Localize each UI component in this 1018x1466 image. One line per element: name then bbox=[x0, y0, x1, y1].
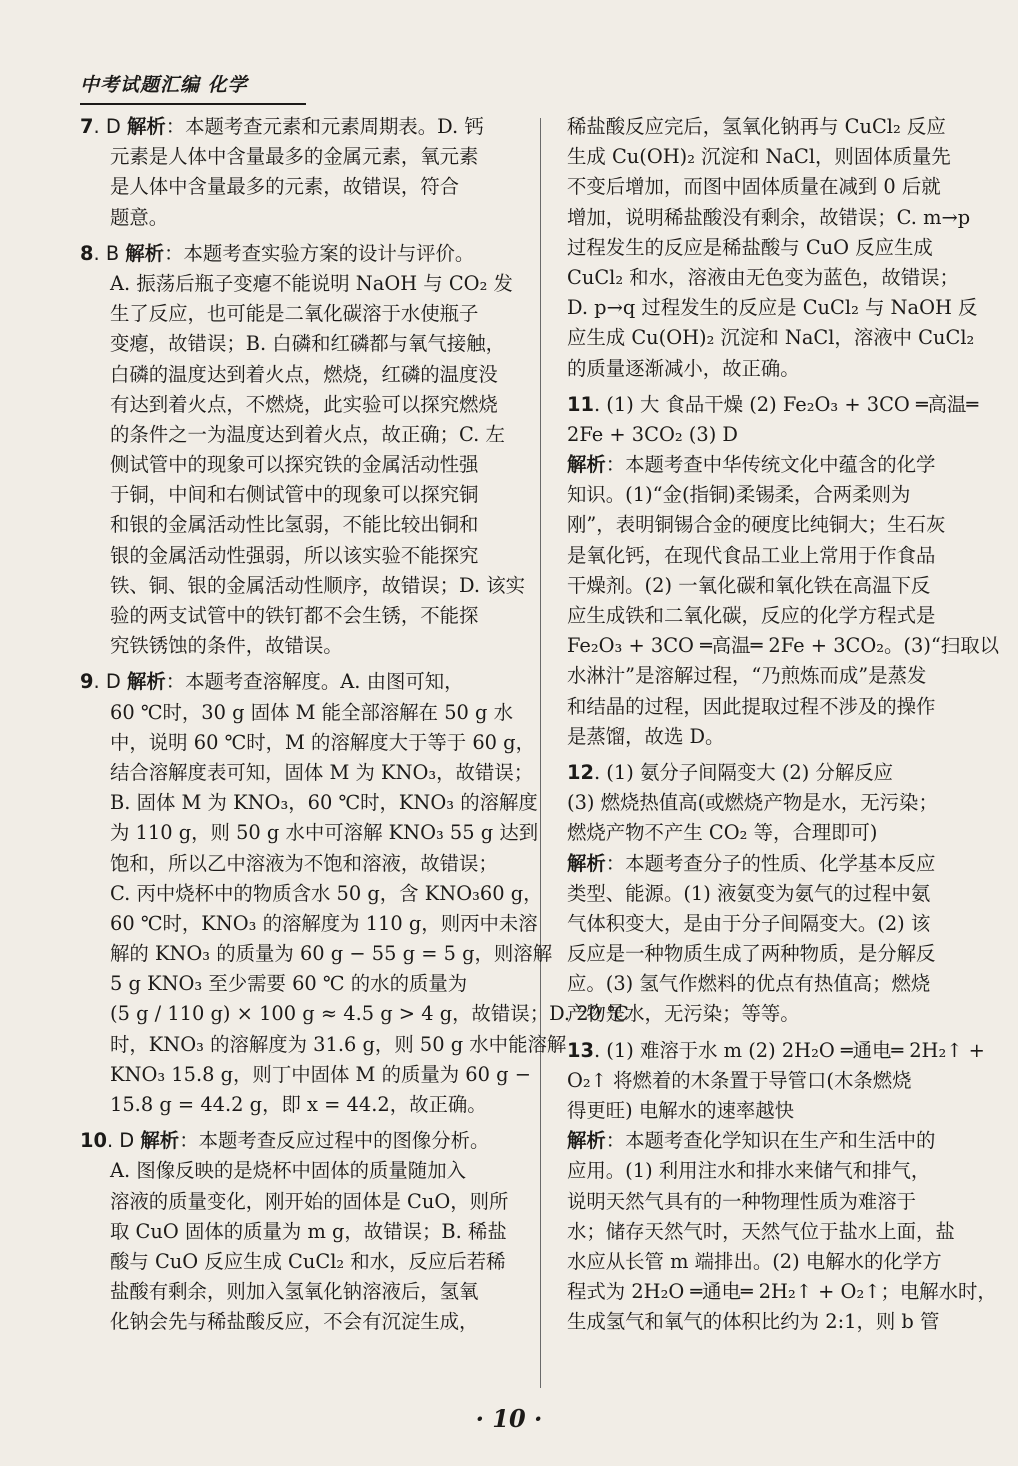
text-line bbox=[567, 112, 971, 142]
question-number: 8 bbox=[80, 241, 94, 265]
text-line bbox=[80, 1187, 526, 1217]
text-line bbox=[567, 450, 971, 480]
text-run: D. p→q 过程发生的反应是 CuCl₂ 与 NaOH 反 bbox=[567, 296, 978, 320]
text-run: 解的 KNO₃ 的质量为 60 g − 55 g = 5 g，则溶解 bbox=[110, 942, 553, 966]
text-run: 水应从长管 m 端排出。(2) 电解水的化学方 bbox=[567, 1249, 942, 1273]
text-run: 铁、铜、银的金属活动性顺序，故错误；D. 该实 bbox=[110, 573, 525, 597]
question-number: 13 bbox=[567, 1038, 594, 1062]
text-line bbox=[567, 1247, 971, 1277]
text-run: 2Fe + 3CO₂ (3) D bbox=[567, 422, 738, 446]
text-line bbox=[567, 601, 971, 631]
text-line bbox=[567, 1277, 997, 1307]
header-rule bbox=[80, 103, 306, 105]
text-run: 盐酸有剩余，则加入氢氧化钠溶液后，氢氧 bbox=[110, 1280, 479, 1304]
text-run: 类型、能源。(1) 液氨变为氨气的过程中氨 bbox=[567, 881, 931, 905]
text-line bbox=[80, 510, 526, 540]
text-line bbox=[80, 849, 526, 879]
text-run: 生了反应，也可能是二氧化碳溶于水使瓶子 bbox=[110, 302, 479, 326]
analysis-label: 解析 bbox=[126, 115, 166, 138]
text-line bbox=[567, 631, 999, 661]
text-line bbox=[80, 667, 526, 697]
text-run: ：本题考查溶解度。A. 由图可知， bbox=[165, 670, 464, 694]
text-run: A. 图像反映的是烧杯中固体的质量随加入 bbox=[110, 1159, 466, 1183]
text-line bbox=[567, 1217, 971, 1247]
text-run: . (1) 氨分子间隔变大 (2) 分解反应 bbox=[593, 760, 894, 784]
text-run: 干燥剂。(2) 一氧化碳和氧化铁在高温下反 bbox=[567, 573, 931, 597]
text-run: 说明天然气具有的一种物理性质为难溶于 bbox=[567, 1189, 917, 1213]
text-run: B. 固体 M 为 KNO₃，60 ℃时，KNO₃ 的溶解度 bbox=[110, 791, 538, 815]
text-line bbox=[567, 1066, 971, 1096]
question-number: 10 bbox=[80, 1129, 107, 1153]
text-line bbox=[80, 909, 538, 939]
text-line bbox=[80, 329, 526, 359]
text-line bbox=[567, 879, 971, 909]
text-line bbox=[80, 788, 538, 818]
question-number: 7 bbox=[80, 115, 94, 138]
text-run: 得更旺) 电解水的速率越快 bbox=[567, 1099, 795, 1122]
text-run: 60 ℃时，30 g 固体 M 能全部溶解在 50 g 水 bbox=[110, 700, 513, 724]
text-line bbox=[80, 480, 526, 510]
text-run: 时，KNO₃ 的溶解度为 31.6 g，则 50 g 水中能溶解 bbox=[110, 1032, 567, 1056]
text-run: 验的两支试管中的铁钉都不会生锈，不能探 bbox=[110, 604, 479, 627]
text-run: 元素是人体中含量最多的金属元素，氧元素 bbox=[110, 145, 479, 169]
text-run: 为 110 g，则 50 g 水中可溶解 KNO₃ 55 g 达到 bbox=[110, 821, 539, 845]
text-run: 15.8 g = 44.2 g，即 x = 44.2，故正确。 bbox=[110, 1093, 487, 1116]
question-number: 12 bbox=[567, 760, 594, 784]
text-run: 应生成铁和二氧化碳，反应的化学方程式是 bbox=[567, 604, 936, 627]
text-line bbox=[567, 510, 971, 540]
answer-choice: . D bbox=[106, 1129, 141, 1153]
text-run: 是人体中含量最多的元素，故错误，符合 bbox=[110, 175, 460, 199]
text-line bbox=[80, 601, 526, 631]
text-line bbox=[80, 571, 526, 601]
answer-choice: . B bbox=[93, 241, 126, 265]
text-line bbox=[80, 1307, 526, 1337]
text-line bbox=[80, 728, 535, 758]
text-run: 稀盐酸反应完后，氢氧化钠再与 CuCl₂ 反应 bbox=[567, 115, 946, 138]
text-run: (3) 燃烧热值高(或燃烧产物是水，无污染； bbox=[567, 791, 938, 815]
analysis-label: 解析 bbox=[125, 241, 165, 265]
text-line bbox=[567, 390, 979, 420]
text-line bbox=[80, 818, 539, 848]
page-number: · 10 · bbox=[475, 1404, 543, 1433]
answer-choice: . D bbox=[93, 115, 127, 138]
text-line bbox=[80, 939, 553, 969]
text-line bbox=[80, 1126, 526, 1156]
text-run: ：本题考查元素和元素周期表。D. 钙 bbox=[165, 115, 484, 138]
text-run: 不变后增加，而图中固体质量在减到 0 后就 bbox=[567, 175, 941, 199]
text-run: 生成氢气和氧气的体积比约为 2:1，则 b 管 bbox=[567, 1310, 940, 1334]
text-run: A. 振荡后瓶子变瘪不能说明 NaOH 与 CO₂ 发 bbox=[110, 271, 513, 295]
text-line bbox=[80, 269, 526, 299]
text-line bbox=[80, 1217, 526, 1247]
text-run: 应。(3) 氢气作燃料的优点有热值高；燃烧 bbox=[567, 972, 931, 996]
analysis-label: 解析 bbox=[567, 851, 606, 875]
text-line bbox=[80, 698, 526, 728]
right-column bbox=[567, 112, 999, 1338]
text-line bbox=[567, 849, 971, 879]
column-divider bbox=[540, 118, 541, 1388]
text-run: 白磷的温度达到着火点，燃烧，红磷的温度没 bbox=[110, 362, 498, 386]
text-line bbox=[567, 1096, 971, 1126]
text-line bbox=[80, 631, 526, 661]
text-run: 产物是水，无污染；等等。 bbox=[567, 1002, 800, 1026]
text-line bbox=[567, 323, 975, 353]
text-line bbox=[80, 239, 526, 269]
text-run: 刚”，表明铜锡合金的硬度比纯铜大；生石灰 bbox=[567, 513, 946, 537]
text-line bbox=[567, 142, 971, 172]
question-number: 9 bbox=[80, 670, 94, 694]
text-run: 银的金属活动性强弱，所以该实验不能探究 bbox=[110, 543, 479, 567]
text-run: CuCl₂ 和水，溶液由无色变为蓝色，故错误； bbox=[567, 265, 959, 289]
text-run: 知识。(1)“金(指铜)柔锡柔，合两柔则为 bbox=[567, 483, 911, 507]
text-line bbox=[80, 969, 526, 999]
answer-choice: . D bbox=[93, 670, 127, 694]
text-run: 于铜，中间和右侧试管中的现象可以探究铜 bbox=[110, 483, 479, 507]
text-line bbox=[567, 939, 971, 969]
text-run: 气体积变大，是由于分子间隔变大。(2) 该 bbox=[567, 911, 931, 935]
text-line bbox=[80, 1156, 526, 1186]
text-line bbox=[567, 722, 971, 752]
text-line bbox=[567, 203, 971, 233]
text-run: ：本题考查实验方案的设计与评价。 bbox=[164, 241, 475, 265]
text-run: Fe₂O₃ + 3CO ═高温═ 2Fe + 3CO₂。(3)“扫取以 bbox=[567, 634, 999, 658]
analysis-label: 解析 bbox=[567, 453, 606, 477]
text-line bbox=[567, 1187, 971, 1217]
analysis-label: 解析 bbox=[140, 1129, 180, 1153]
text-line bbox=[80, 112, 526, 142]
text-run: 中，说明 60 ℃时，M 的溶解度大于等于 60 g， bbox=[110, 730, 535, 754]
text-line bbox=[80, 541, 526, 571]
text-line bbox=[80, 999, 629, 1029]
text-run: 是蒸馏，故选 D。 bbox=[567, 724, 725, 748]
text-run: 结合溶解度表可知，固体 M 为 KNO₃，故错误； bbox=[110, 760, 534, 784]
text-line bbox=[80, 758, 534, 788]
question-number: 11 bbox=[567, 392, 594, 416]
text-line bbox=[80, 360, 526, 390]
text-run: ：本题考查分子的性质、化学基本反应 bbox=[605, 851, 936, 875]
text-line bbox=[80, 390, 526, 420]
text-run: . (1) 难溶于水 m (2) 2H₂O ═通电═ 2H₂↑ + bbox=[593, 1038, 985, 1062]
text-run: 酸与 CuO 反应生成 CuCl₂ 和水，反应后若稀 bbox=[110, 1249, 506, 1273]
text-line bbox=[567, 541, 971, 571]
text-line bbox=[80, 1277, 526, 1307]
text-run: 化钠会先与稀盐酸反应，不会有沉淀生成， bbox=[110, 1310, 479, 1334]
text-line bbox=[567, 661, 971, 691]
text-line bbox=[567, 354, 971, 384]
text-run: 侧试管中的现象可以探究铁的金属活动性强 bbox=[110, 453, 479, 477]
text-run: KNO₃ 15.8 g，则丁中固体 M 的质量为 60 g − bbox=[110, 1062, 531, 1086]
text-run: 和结晶的过程，因此提取过程不涉及的操作 bbox=[567, 694, 936, 718]
text-line bbox=[567, 909, 971, 939]
text-line bbox=[567, 233, 971, 263]
text-run: 题意。 bbox=[110, 205, 169, 229]
text-line bbox=[567, 420, 971, 450]
text-line bbox=[567, 788, 971, 818]
text-line bbox=[80, 203, 526, 233]
text-run: O₂↑ 将燃着的木条置于导管口(木条燃烧 bbox=[567, 1068, 912, 1092]
text-line bbox=[567, 969, 971, 999]
text-line bbox=[567, 758, 971, 788]
text-run: 水淋汁”是溶解过程，“乃煎炼而成”是蒸发 bbox=[567, 664, 927, 688]
text-line bbox=[80, 1090, 526, 1120]
text-run: 水；储存天然气时，天然气位于盐水上面，盐 bbox=[567, 1219, 955, 1243]
text-run: 程式为 2H₂O ═通电═ 2H₂↑ + O₂↑；电解水时， bbox=[567, 1280, 997, 1304]
text-run: C. 丙中烧杯中的物质含水 50 g，含 KNO₃60 g， bbox=[110, 881, 543, 905]
text-run: 溶液的质量变化，刚开始的固体是 CuO，则所 bbox=[110, 1189, 509, 1213]
text-line bbox=[567, 263, 971, 293]
text-line bbox=[567, 1036, 985, 1066]
text-run: 生成 Cu(OH)₂ 沉淀和 NaCl，则固体质量先 bbox=[567, 145, 951, 169]
text-line bbox=[80, 420, 526, 450]
text-line bbox=[80, 1030, 567, 1060]
text-run: ：本题考查中华传统文化中蕴含的化学 bbox=[605, 453, 936, 477]
text-line bbox=[567, 1126, 971, 1156]
text-line bbox=[80, 879, 543, 909]
text-run: (5 g / 110 g) × 100 g ≈ 4.5 g > 4 g，故错误；D. 20 ℃ bbox=[110, 1002, 629, 1026]
analysis-label: 解析 bbox=[567, 1129, 606, 1153]
text-line bbox=[567, 999, 971, 1029]
text-run: 的条件之一为温度达到着火点，故正确；C. 左 bbox=[110, 422, 505, 446]
text-line bbox=[567, 571, 971, 601]
text-run: 60 ℃时，KNO₃ 的溶解度为 110 g，则丙中未溶 bbox=[110, 911, 538, 935]
text-run: ：本题考查反应过程中的图像分析。 bbox=[179, 1129, 490, 1153]
text-run: 和银的金属活动性比氢弱，不能比较出铜和 bbox=[110, 513, 479, 537]
text-run: . (1) 大 食品干燥 (2) Fe₂O₃ + 3CO ═高温═ bbox=[593, 392, 979, 416]
text-run: 增加，说明稀盐酸没有剩余，故错误；C. m→p bbox=[567, 205, 971, 229]
text-line bbox=[567, 172, 971, 202]
text-run: 反应是一种物质生成了两种物质，是分解反 bbox=[567, 942, 936, 966]
text-run: 应生成 Cu(OH)₂ 沉淀和 NaCl，溶液中 CuCl₂ bbox=[567, 326, 975, 350]
text-line bbox=[80, 1060, 531, 1090]
text-line bbox=[80, 172, 526, 202]
text-line bbox=[567, 480, 971, 510]
text-run: 饱和，所以乙中溶液为不饱和溶液，故错误； bbox=[110, 851, 498, 875]
text-run: 究铁锈蚀的条件，故错误。 bbox=[110, 634, 343, 658]
page-header: 中考试题汇编 化学 bbox=[80, 74, 248, 96]
text-run: 燃烧产物不产生 CO₂ 等，合理即可) bbox=[567, 821, 878, 845]
text-run: 是氧化钙，在现代食品工业上常用于作食品 bbox=[567, 543, 936, 567]
text-line bbox=[567, 692, 971, 722]
text-line bbox=[80, 450, 526, 480]
text-line bbox=[567, 293, 978, 323]
text-line bbox=[80, 299, 526, 329]
text-line bbox=[567, 1307, 971, 1337]
text-line bbox=[567, 1156, 971, 1186]
text-run: 取 CuO 固体的质量为 m g，故错误；B. 稀盐 bbox=[110, 1219, 507, 1243]
text-line bbox=[80, 142, 526, 172]
text-run: 应用。(1) 利用注水和排水来储气和排气， bbox=[567, 1159, 931, 1183]
text-line bbox=[80, 1247, 526, 1277]
analysis-label: 解析 bbox=[126, 670, 166, 694]
text-run: 有达到着火点，不燃烧，此实验可以探究燃烧 bbox=[110, 392, 498, 416]
text-run: 的质量逐渐减小，故正确。 bbox=[567, 356, 800, 380]
text-run: 变瘪，故错误；B. 白磷和红磷都与氧气接触， bbox=[110, 332, 505, 356]
text-run: 过程发生的反应是稀盐酸与 CuO 反应生成 bbox=[567, 235, 933, 259]
text-run: 5 g KNO₃ 至少需要 60 ℃ 的水的质量为 bbox=[110, 972, 468, 996]
text-run: ：本题考查化学知识在生产和生活中的 bbox=[605, 1129, 936, 1153]
text-line bbox=[567, 818, 971, 848]
